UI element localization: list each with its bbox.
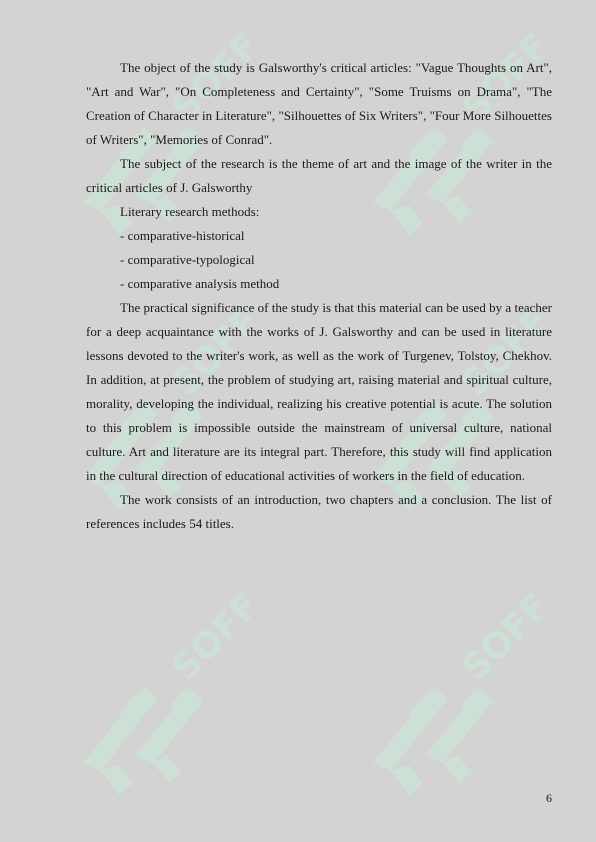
svg-text:SOFF: SOFF: [164, 25, 269, 130]
paragraph-methods-heading: Literary research methods:: [120, 204, 260, 219]
list-item: - comparative analysis method: [120, 276, 280, 291]
svg-text:SOFF: SOFF: [454, 585, 559, 690]
page-number: 6: [546, 791, 552, 805]
soff-logo-icon: [365, 585, 559, 805]
soff-logo-icon: [75, 585, 269, 805]
paragraph-subject: The subject of the research is the theme of art and the image of the writer in the critical articles of J. Galsworthy: [86, 156, 552, 195]
document-body: [86, 56, 552, 536]
paragraph-structure: The work consists of an introduction, two chapters and a conclusion. The list of references includes 54 titles.: [86, 492, 552, 531]
paragraph-significance: The practical significance of the study is that this material can be used by a teacher for a deep acquaintance with the works of J. Galsworthy and can be used in literature lessons devoted to the writer's work, as well as the work of Turgenev, Tolstoy, Chekhov. In addition, at present, the problem of studying art, raising material and spiritual culture, morality, developing the individual, realizing his creative potential is acute. The solution to this problem is impossible outside the mainstream of universal culture, national culture. Art and literature are its integral part. Therefore, this study will find application in the cultural direction of educational activities of workers in the field of education.: [86, 300, 552, 483]
watermark-logo: [365, 585, 559, 805]
svg-text:SOFF: SOFF: [454, 300, 559, 405]
svg-text:SOFF: SOFF: [164, 300, 269, 405]
list-item: - comparative-typological: [120, 252, 255, 267]
list-item: - comparative-historical: [120, 228, 245, 243]
svg-text:SOFF: SOFF: [164, 585, 269, 690]
watermark-logo: [75, 585, 269, 805]
svg-text:SOFF: SOFF: [454, 25, 559, 130]
paragraph-object: The object of the study is Galsworthy's critical articles: "Vague Thoughts on Art", "Art and War", "On Completeness and Certainty", "Some Truisms on Drama", "The Creation of Character in Literature", "Silhouettes of Six Writers", "Four More Silhouettes of Writers", "Memories of Conrad".: [86, 60, 552, 147]
